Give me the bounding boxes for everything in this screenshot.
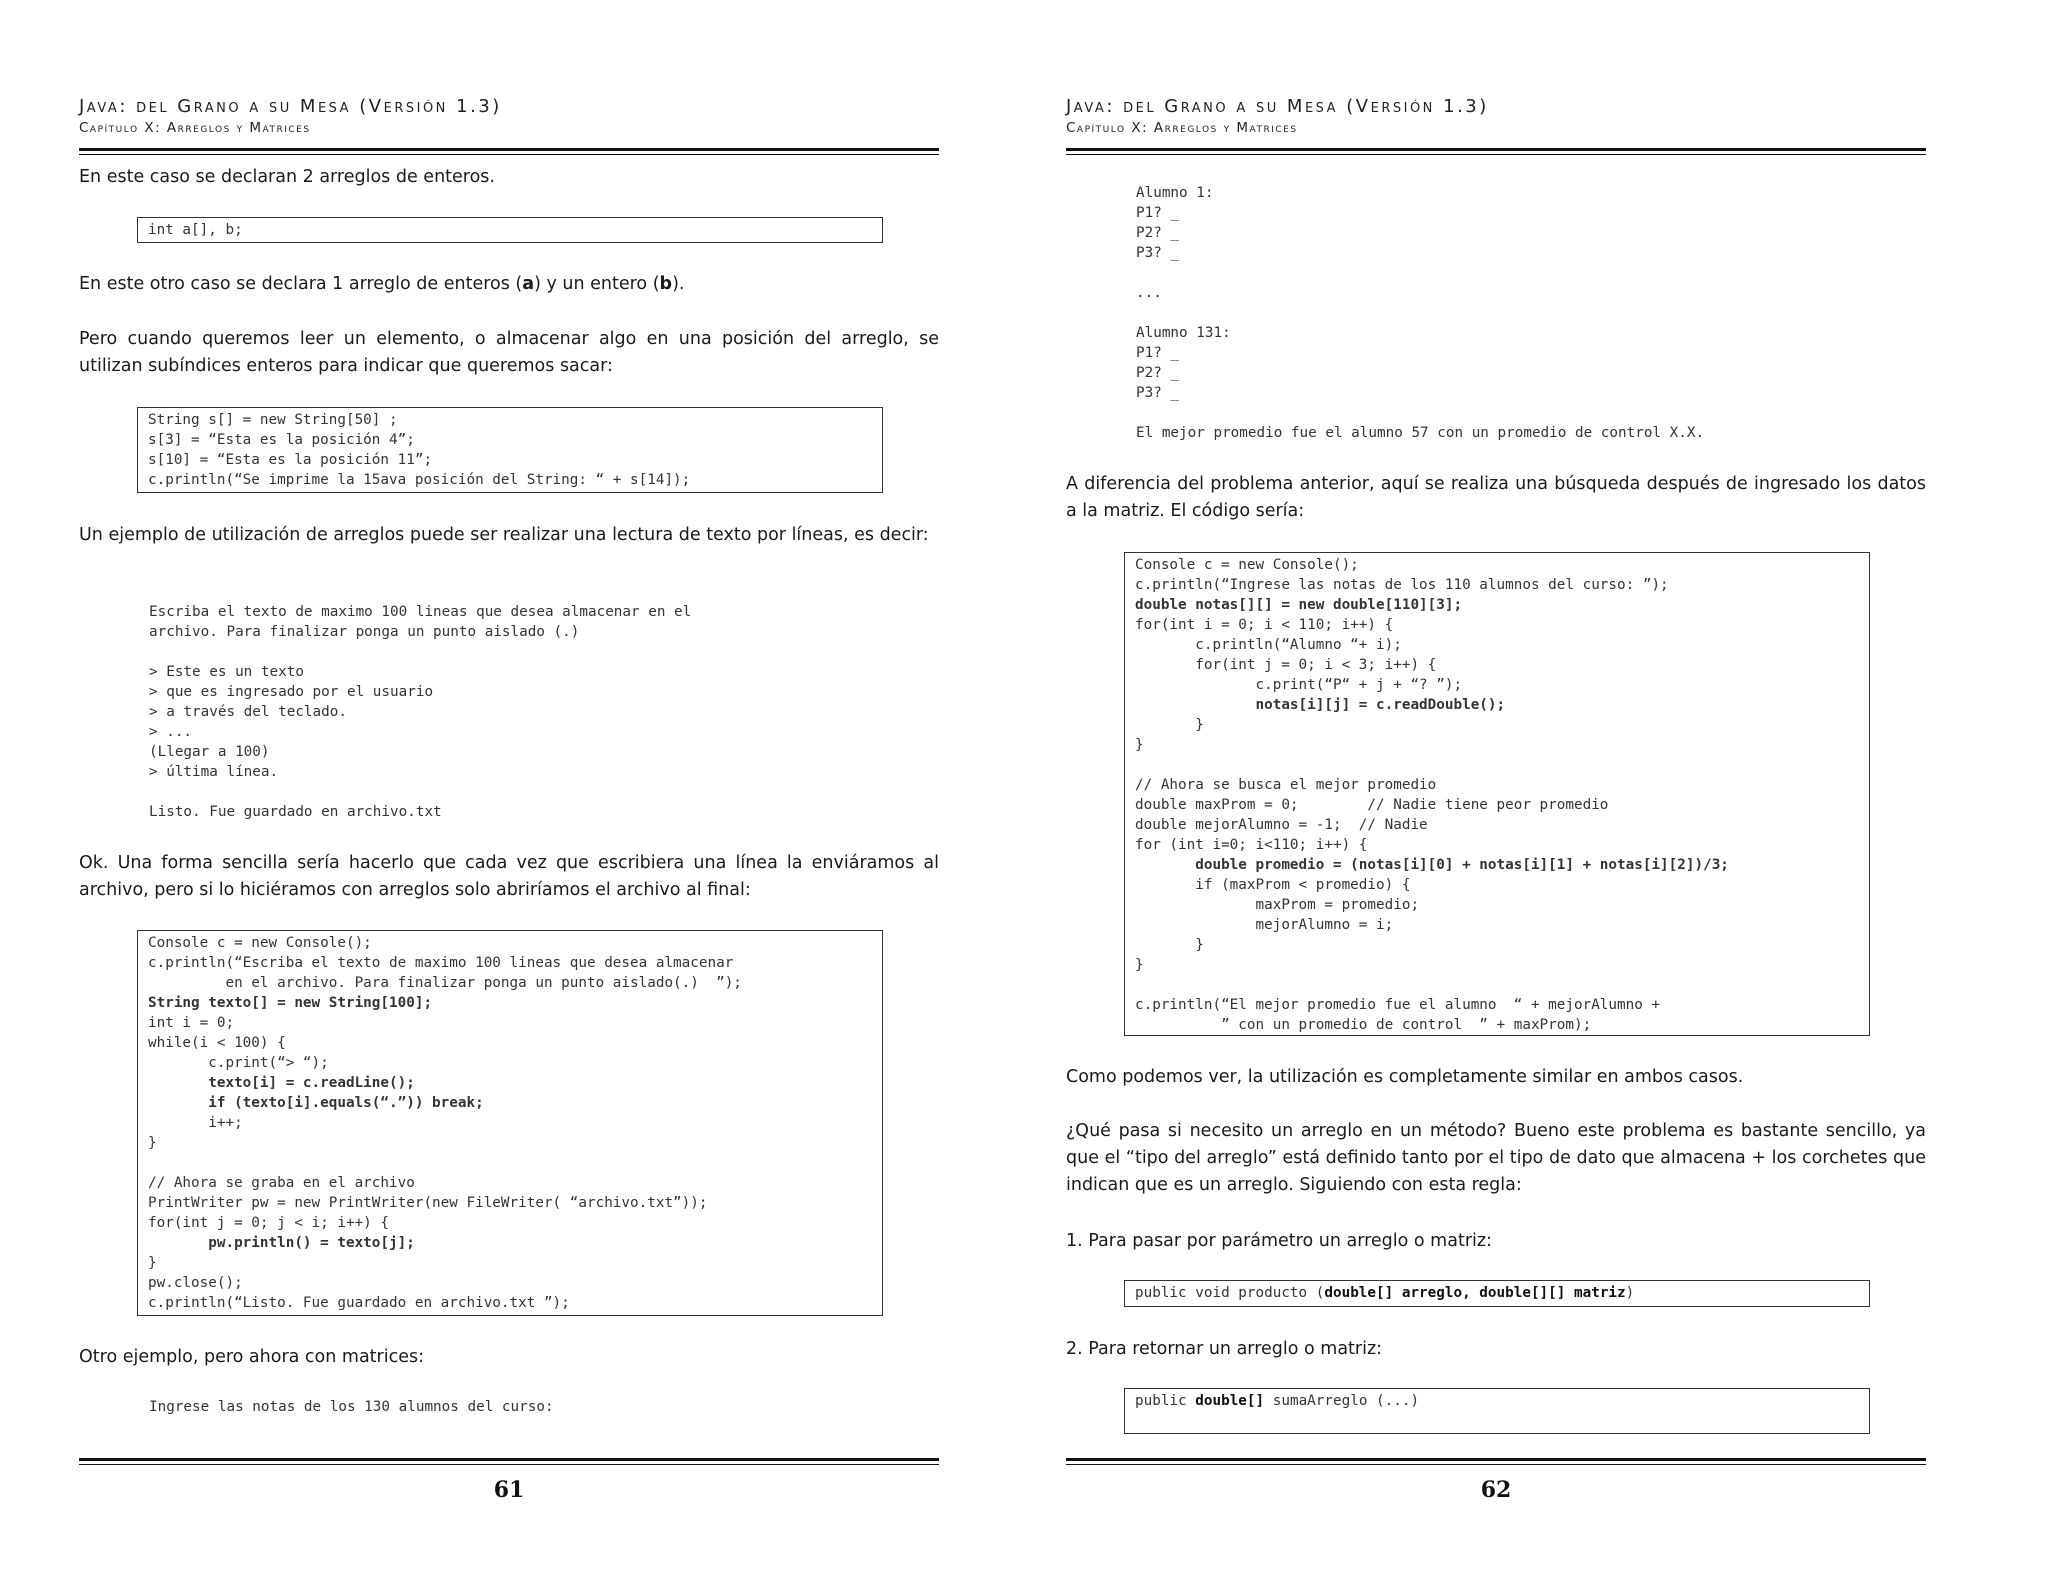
code-line: P3? _ <box>1136 385 1180 401</box>
code-line: } <box>148 1255 157 1271</box>
footer-rule <box>79 1458 939 1461</box>
book-title: Java: del Grano a su Mesa (Versión 1.3) <box>79 96 502 117</box>
code-line: i++; <box>148 1115 243 1131</box>
paragraph: Pero cuando queremos leer un elemento, o almacenar algo en una posición del arreglo, se utilizan subíndices enteros para indicar que queremos sacar: <box>79 329 939 376</box>
code-line: // Ahora se busca el mejor promedio <box>1135 777 1437 793</box>
code-line: } <box>1135 957 1144 973</box>
code-line: c.println(“Escriba el texto de maximo 100 lineas que desea almacenar <box>148 955 734 971</box>
code-line: s[3] = “Esta es la posición 4”; <box>148 432 415 448</box>
code-line <box>1135 755 1859 775</box>
page-number: 61 <box>493 1477 525 1503</box>
code-line <box>1136 403 1704 423</box>
output-block <box>149 602 691 822</box>
code-line: for(int i = 0; i < 110; i++) { <box>1135 617 1394 633</box>
code-line: Alumno 1: <box>1136 185 1214 201</box>
chapter-title: Capítulo X: Arreglos y Matrices <box>1066 120 1298 136</box>
code-block <box>148 933 872 1313</box>
code-line: > ... <box>149 724 193 740</box>
code-line: Console c = new Console(); <box>148 935 372 951</box>
code-line <box>1135 975 1859 995</box>
code-line: P2? _ <box>1136 225 1180 241</box>
code-line: } <box>1135 737 1144 753</box>
code-line: c.println(“Ingrese las notas de los 110 alumnos del curso: ”); <box>1135 577 1669 593</box>
code-line: (Llegar a 100) <box>149 744 270 760</box>
paragraph: En este caso se declaran 2 arreglos de enteros. <box>79 167 495 187</box>
code-line: if (texto[i].equals(“.”)) break; <box>148 1095 484 1111</box>
code-line: while(i < 100) { <box>148 1035 286 1051</box>
code-block <box>1135 555 1859 1035</box>
code-box: int a[], b; <box>137 217 883 243</box>
console-output: Ingrese las notas de los 130 alumnos del curso: <box>149 1399 554 1415</box>
header-rule-thin <box>1066 154 1926 155</box>
code-box <box>1124 552 1870 1036</box>
code-box <box>137 930 883 1316</box>
header-rule-thin <box>79 154 939 155</box>
code-line: archivo. Para finalizar ponga un punto aislado (.) <box>149 624 580 640</box>
code-line: > a través del teclado. <box>149 704 347 720</box>
footer-rule-thin <box>1066 1464 1926 1465</box>
paragraph: A diferencia del problema anterior, aquí se realiza una búsqueda después de ingresado los datos a la matriz. El código sería: <box>1066 474 1926 521</box>
output-block <box>1136 183 1704 443</box>
bold-text: a <box>522 274 535 294</box>
code-line: for(int j = 0; i < 3; i++) { <box>1135 657 1437 673</box>
code-line: ... <box>1136 285 1162 301</box>
code-block <box>148 410 872 490</box>
page-header <box>79 96 939 136</box>
paragraph <box>79 271 939 298</box>
code-line: for (int i=0; i<110; i++) { <box>1135 837 1368 853</box>
text-span: ). <box>672 274 685 294</box>
text-span: ) y un entero ( <box>534 274 660 294</box>
code-line <box>1136 263 1704 283</box>
code-line: c.println(“Se imprime la 15ava posición del String: “ + s[14]); <box>148 472 691 488</box>
paragraph: Como podemos ver, la utilización es completamente similar en ambos casos. <box>1066 1067 1744 1087</box>
code-line: Alumno 131: <box>1136 325 1231 341</box>
text-span: En este otro caso se declara 1 arreglo de enteros ( <box>79 274 523 294</box>
code-line: c.println(“Listo. Fue guardado en archivo.txt ”); <box>148 1295 570 1311</box>
code-line: c.println(“El mejor promedio fue el alumno “ + mejorAlumno + <box>1135 997 1661 1013</box>
code-line: El mejor promedio fue el alumno 57 con un promedio de control X.X. <box>1136 425 1705 441</box>
code-line: Console c = new Console(); <box>1135 557 1359 573</box>
page-number: 62 <box>1480 1477 1512 1503</box>
code-text: ) <box>1625 1285 1635 1301</box>
paragraph: 2. Para retornar un arreglo o matriz: <box>1066 1339 1383 1359</box>
paragraph: Un ejemplo de utilización de arreglos puede ser realizar una lectura de texto por líneas, es decir: <box>79 525 929 545</box>
code-box <box>1124 1280 1870 1307</box>
code-line: maxProm = promedio; <box>1135 897 1420 913</box>
chapter-title: Capítulo X: Arreglos y Matrices <box>79 120 311 136</box>
code-line: double notas[][] = new double[110][3]; <box>1135 597 1463 613</box>
code-bold: double[] <box>1195 1393 1265 1409</box>
code-line: String texto[] = new String[100]; <box>148 995 433 1011</box>
code-line: } <box>148 1135 157 1151</box>
code-line: PrintWriter pw = new PrintWriter(new FileWriter( “archivo.txt”)); <box>148 1195 708 1211</box>
code-text: public void producto ( <box>1135 1285 1325 1301</box>
code-line: P1? _ <box>1136 205 1180 221</box>
code-line: notas[i][j] = c.readDouble(); <box>1135 697 1506 713</box>
code-text: public <box>1135 1393 1196 1409</box>
book-title: Java: del Grano a su Mesa (Versión 1.3) <box>1066 96 1489 117</box>
code-line: Listo. Fue guardado en archivo.txt <box>149 804 442 820</box>
code-line: > Este es un texto <box>149 664 304 680</box>
code-line <box>149 782 691 802</box>
page-header <box>1066 96 1926 136</box>
console-output <box>1136 183 1704 443</box>
bold-text: b <box>659 274 673 294</box>
code-line: // Ahora se graba en el archivo <box>148 1175 415 1191</box>
footer-rule <box>1066 1458 1926 1461</box>
code-line: s[10] = “Esta es la posición 11”; <box>148 452 433 468</box>
code-line: > que es ingresado por el usuario <box>149 684 434 700</box>
paragraph: ¿Qué pasa si necesito un arreglo en un método? Bueno este problema es bastante sencillo, ya que el “tipo del arreglo” está definido tanto por el tipo de dato que almacena + los corchetes que indican que es un arreglo. Siguiendo con esta regla: <box>1066 1121 1926 1195</box>
code-line: int i = 0; <box>148 1015 235 1031</box>
code-line: double mejorAlumno = -1; // Nadie <box>1135 817 1428 833</box>
code-line: for(int j = 0; j < i; i++) { <box>148 1215 390 1231</box>
paragraph: 1. Para pasar por parámetro un arreglo o matriz: <box>1066 1231 1492 1251</box>
code-line: double maxProm = 0; // Nadie tiene peor promedio <box>1135 797 1609 813</box>
code-bold: double[] arreglo, double[][] matriz <box>1324 1285 1626 1301</box>
code-line: pw.println() = texto[j]; <box>148 1235 415 1251</box>
paragraph: Ok. Una forma sencilla sería hacerlo que cada vez que escribiera una línea la enviáramos al archivo, pero si lo hiciéramos con arreglos solo abriríamos el archivo al final: <box>79 853 939 900</box>
code-line: en el archivo. Para finalizar ponga un punto aislado(.) ”); <box>148 975 742 991</box>
code-line: c.print(“> “); <box>148 1055 329 1071</box>
code-line: ” con un promedio de control ” + maxProm); <box>1135 1017 1592 1033</box>
code-line: Escriba el texto de maximo 100 lineas que desea almacenar en el <box>149 604 692 620</box>
code-box <box>137 407 883 493</box>
code-line: if (maxProm < promedio) { <box>1135 877 1411 893</box>
header-rule <box>1066 148 1926 151</box>
code-line: > última línea. <box>149 764 279 780</box>
code-box <box>1124 1388 1870 1434</box>
footer-rule-thin <box>79 1464 939 1465</box>
code-line: } <box>1135 937 1204 953</box>
code-line: mejorAlumno = i; <box>1135 917 1394 933</box>
header-rule <box>79 148 939 151</box>
code-line: double promedio = (notas[i][0] + notas[i][1] + notas[i][2])/3; <box>1135 857 1729 873</box>
code-line: texto[i] = c.readLine(); <box>148 1075 415 1091</box>
code-line <box>1136 303 1704 323</box>
console-output <box>149 602 691 822</box>
code-line: P3? _ <box>1136 245 1180 261</box>
paragraph: Otro ejemplo, pero ahora con matrices: <box>79 1347 424 1367</box>
code-text: sumaArreglo (...) <box>1264 1393 1420 1409</box>
code-line <box>148 1153 872 1173</box>
code-line: String s[] = new String[50] ; <box>148 412 398 428</box>
code-line: c.print(“P“ + j + “? ”); <box>1135 677 1463 693</box>
code-line: P2? _ <box>1136 365 1180 381</box>
code-line <box>149 642 691 662</box>
code-line: P1? _ <box>1136 345 1180 361</box>
code-line: c.println(“Alumno “+ i); <box>1135 637 1402 653</box>
code-line: pw.close(); <box>148 1275 243 1291</box>
code-line: } <box>1135 717 1204 733</box>
